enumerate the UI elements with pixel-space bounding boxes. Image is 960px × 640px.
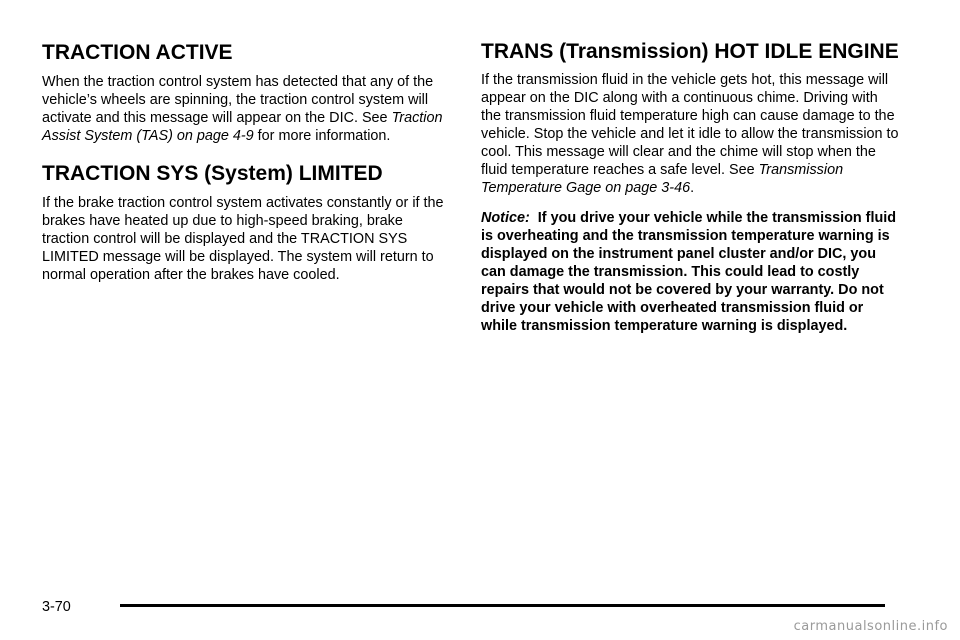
left-column [42,38,452,284]
page-number: 3-70 [42,599,71,615]
traction-assist-reference: Traction Assist System (TAS) on page 4-9 [42,110,443,144]
traction-active-body [42,73,452,145]
traction-sys-limited-heading: TRACTION SYS (System) LIMITED [42,162,383,185]
transmission-temp-gage-reference: Transmission Temperature Gage on page 3-46 [481,162,844,196]
traction-active-body-text: When the traction control system has detected that any of the vehicle’s wheels are spinning, the traction control system will activate and this message will appear on the DIC. See [42,74,434,126]
right-column [481,38,901,335]
watermark-text: carmanualsonline.info [793,619,948,634]
trans-hot-idle-body-text: If the transmission fluid in the vehicle gets hot, this message will appear on the DIC along with a continuous chime. Driving with the transmission fluid temperature high can cause damage to the vehicle. Stop the vehicle and let it idle to allow the transmission to cool. This message will clear and the chime will stop when the fluid temperature reaches a safe level. See [481,72,899,178]
notice-body: If you drive your vehicle while the transmission fluid is overheating and the transmission temperature warning is displayed on the instrument panel cluster and/or DIC, you can damage the transmission. This could lead to costly repairs that would not be covered by your warranty. Do not drive your vehicle with overheated transmission fluid or while transmission temperature warning is displayed. [481,210,897,334]
traction-sys-limited-body: If the brake traction control system activates constantly or if the brakes have heated up due to high-speed braking, brake traction control will be displayed and the TRACTION SYS LIMITED message will be displayed. The system will return to normal operation after the brakes have cooled. [42,195,444,283]
notice-label: Notice: [481,210,530,226]
trans-hot-idle-body-tail: . [690,180,695,196]
footer-rule [120,604,885,607]
trans-hot-idle-heading: TRANS (Transmission) HOT IDLE ENGINE [481,40,899,63]
traction-active-body-tail: for more information. [253,128,391,144]
trans-hot-idle-body [481,71,901,197]
notice-paragraph [481,209,901,335]
traction-active-heading: TRACTION ACTIVE [42,41,233,64]
